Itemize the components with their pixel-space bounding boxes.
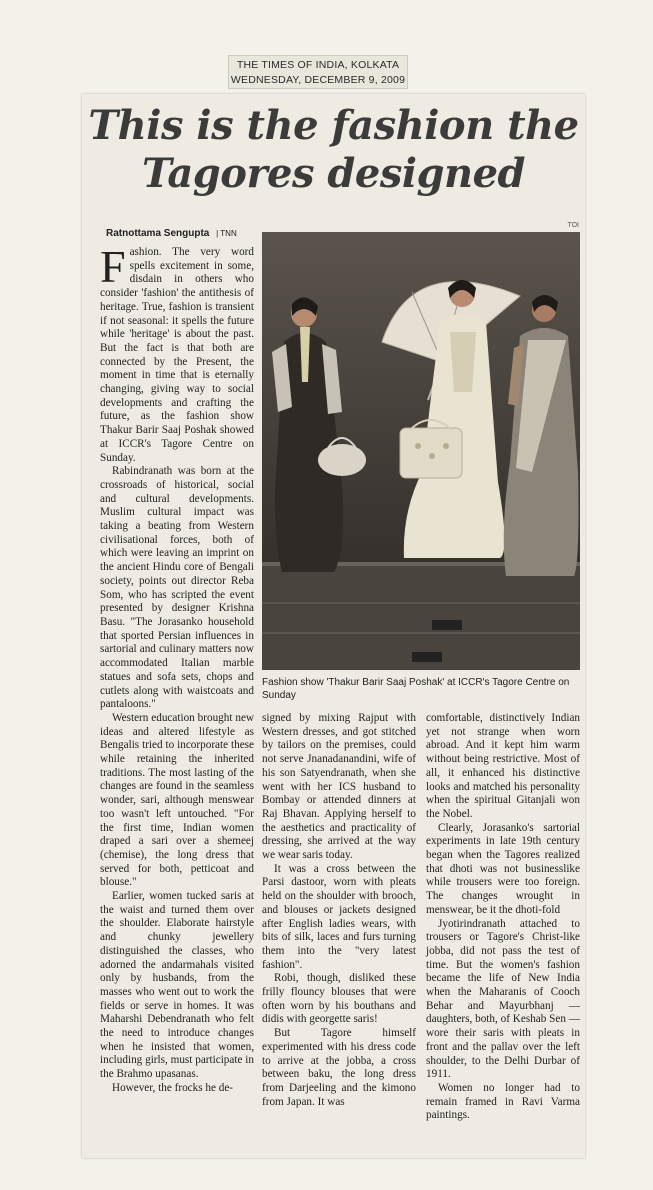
article-column-3 [426, 712, 580, 1123]
column3-paragraph-3: Jyotirindranath attached to trousers or Tagore's Christ-like jobba, did not pass the test of time. But the women's fashion became the life of New India when the Maharanis of Cooch Behar and Mayurbhanj — daughters, both, of Keshab Sen — wore their saris with pleats in front and the pallav over the left shoulder, to the Delhi Durbar of 1911. [426, 917, 580, 1081]
column3-paragraph-1: comfortable, distinctively Indian yet not strange when worn abroad. And it kept him warm without being restrictive. Most of all, it enhanced his distinctive looks and matched his personality when the spiritual Gitanjali won the Nobel. [426, 712, 580, 820]
column3-paragraph-4: Women no longer had to remain framed in Ravi Varma paintings. [426, 1081, 580, 1122]
fashion-show-photo [262, 232, 580, 670]
column1-paragraph-5: However, the frocks he de- [112, 1081, 234, 1094]
newspaper-clipping [82, 94, 585, 1158]
byline-agency: | TNN [216, 229, 237, 238]
article-column-1 [100, 241, 254, 1096]
column2-paragraph-4: But Tagore himself experimented with his dress code to arrive at the jobba, a cross between baku, the long dress from Darjeeling and the kimono from Japan. It was [262, 1027, 416, 1108]
masthead-date: WEDNESDAY, DECEMBER 9, 2009 [230, 74, 406, 86]
newspaper-masthead [228, 55, 408, 89]
column1-paragraph-2: Rabindranath was born at the crossroads of historical, social and cultural developments. Muslim cultural impact was taking a beating from Western civilisational forces, both of which were leaving an imprint on the ancient Hindu core of Bengali society, points out director Reba Som, who has scripted the event presented by designer Krishna Basu. "The Jorasanko household that sported Persian influences in sartorial and culinary matters now accommodated Italian marble statues and sofa sets, chops and cutlets along with waistcoats and pantaloons." [100, 465, 254, 711]
article-column-2 [262, 712, 416, 1109]
column2-paragraph-3: Robi, though, disliked these frilly flouncy blouses that were often worn by his bouthans and didis with georgette saris! [262, 972, 416, 1026]
column2-paragraph-2: It was a cross between the Parsi dastoor, worn with pleats held on the shoulder with brooch, and blouses or jackets designed after English ladies wears, with bits of silk, laces and furs turning them into the "very latest fashion". [262, 862, 416, 971]
byline-author: Ratnottama Sengupta [106, 228, 210, 239]
photo-illustration [262, 232, 580, 670]
headline-line-1: This is the fashion the [88, 102, 579, 149]
drop-cap: F [100, 241, 126, 292]
column1-paragraph-3: Western education brought new ideas and altered lifestyle as Bengalis tried to incorporate these while retaining the inherited traditions. The most lasting of the changes are found in the seamless wonder, sari, although menswear too wasn't left untouched. "For the first time, Indian women draped a sari over a shemeej (chemise), the long dress that served for both, petticoat and blouse." [100, 711, 254, 889]
headline-line-2: Tagores designed [141, 150, 526, 197]
column1-paragraph-1: Fashion. The very word spells excitement in some, disdain in others who consider 'fashion' the antithesis of heritage. True, fashion is transient if not seasonal: it spells the future while 'heritage' is about the past. But the fact is that both are connected by the Present, the moment in time that is eternally changing, giving way to social developments and crafting the future, as the fashion show Thakur Barir Saaj Poshak showed at ICCR's Tagore Centre on Sunday. [100, 241, 254, 464]
toi-tag: TOI [567, 222, 579, 229]
photo-caption: Fashion show 'Thakur Barir Saaj Poshak' at ICCR's Tagore Centre on Sunday [262, 677, 570, 701]
article-byline [106, 228, 237, 239]
column2-paragraph-1: signed by mixing Rajput with Western dresses, and got stitched by tailors on the premises, could not serve Jnanadanandini, wife of his son Satyendranath, when she went with her ICS husband to Bombay or attended dinners at Raj Bhavan. Applying herself to the aesthetics and practicality of dressing, she arrived at the way we wear saris today. [262, 712, 416, 862]
masthead-paper-name: THE TIMES OF INDIA, KOLKATA [236, 59, 400, 71]
column1-paragraph-4: Earlier, women tucked saris at the waist and turned them over the shoulder. Elaborate hairstyle and chunky jewellery distinguished the classes, who adorned the andarmahals visited only by husbands, from the masses who went out to work the fields or serve in homes. It was Maharshi Debendranath who felt the need to introduce changes when he insisted that women, including girls, must participate in the Brahmo upasanas. [100, 890, 254, 1081]
article-headline [82, 102, 585, 198]
column3-paragraph-2: Clearly, Jorasanko's sartorial experiments in late 19th century began when the Tagores realized that dhoti was not businesslike while trousers were too foreign. The changes wrought in menswear, be it the dhoti-fold [426, 821, 580, 916]
